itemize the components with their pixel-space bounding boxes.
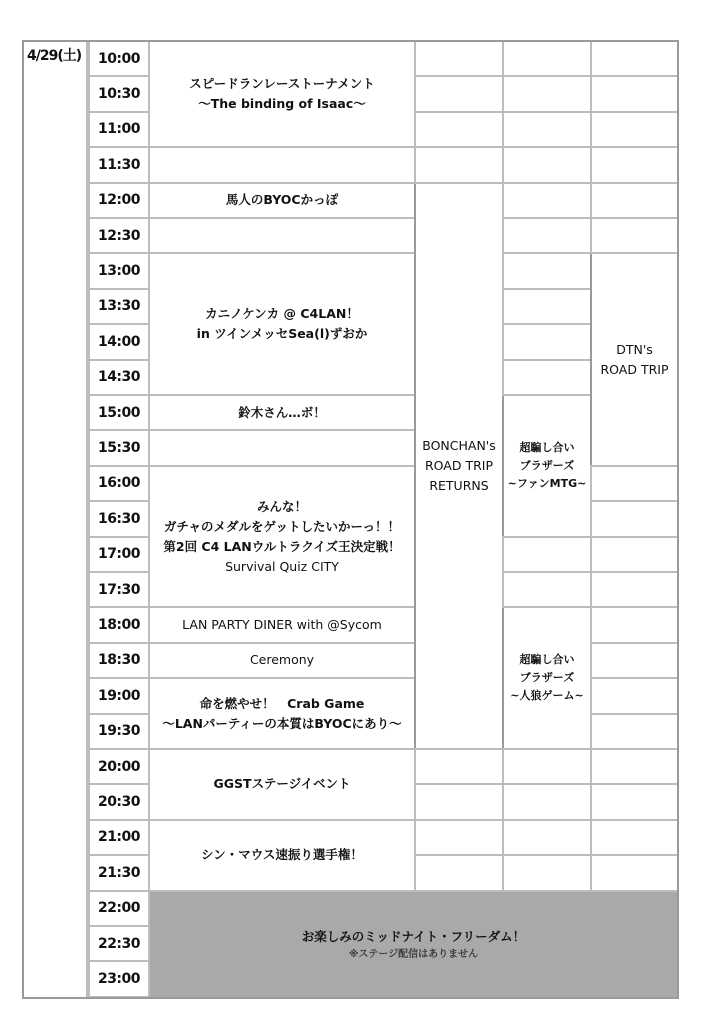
midnight-block bbox=[148, 890, 679, 999]
event-title-line: 超騙し合い bbox=[519, 440, 575, 454]
empty-slot bbox=[590, 75, 679, 112]
event-title-line: GGSTステージイベント bbox=[213, 776, 351, 792]
event-block bbox=[148, 252, 416, 396]
empty-slot bbox=[502, 75, 592, 112]
empty-slot bbox=[502, 182, 592, 219]
event-title-line: in ツインメッセSea(l)ずおか bbox=[196, 326, 368, 342]
event-title-line: ブラザーズ bbox=[519, 458, 575, 472]
time-label: 21:30 bbox=[97, 864, 141, 881]
time-label: 15:30 bbox=[97, 439, 141, 456]
event-title-line: 超騙し合い bbox=[519, 652, 575, 666]
event-title-line: ROAD TRIP bbox=[425, 457, 493, 473]
time-label: 20:30 bbox=[97, 793, 141, 810]
time-slot bbox=[88, 323, 150, 360]
time-label: 13:30 bbox=[97, 298, 141, 315]
time-label: 19:00 bbox=[97, 687, 141, 704]
time-slot bbox=[88, 890, 150, 927]
time-slot bbox=[88, 748, 150, 785]
event-block bbox=[148, 40, 416, 148]
event-title-line: ～LANパーティーの本質はBYOCにあり～ bbox=[162, 715, 402, 731]
time-label: 22:30 bbox=[97, 935, 141, 952]
event-title-line: ブラザーズ bbox=[519, 671, 575, 685]
event-block bbox=[148, 606, 416, 643]
event-title-line: スピードランレーストーナメント bbox=[189, 76, 375, 92]
empty-slot bbox=[590, 40, 679, 77]
time-slot bbox=[88, 111, 150, 148]
time-label: 14:30 bbox=[97, 369, 141, 386]
time-slot bbox=[88, 642, 150, 679]
empty-slot bbox=[590, 713, 679, 750]
time-slot bbox=[88, 182, 150, 219]
empty-slot bbox=[502, 40, 592, 77]
empty-slot bbox=[502, 288, 592, 325]
empty-slot bbox=[590, 500, 679, 537]
event-title-line: LAN PARTY DINER with @Sycom bbox=[182, 617, 382, 633]
time-label: 17:00 bbox=[97, 546, 141, 563]
event-block bbox=[148, 819, 416, 892]
event-title-line: RETURNS bbox=[429, 477, 489, 493]
time-slot bbox=[88, 925, 150, 962]
event-title-line: ~ファンMTG~ bbox=[507, 476, 587, 490]
time-slot bbox=[88, 429, 150, 466]
event-block bbox=[148, 182, 416, 219]
time-label: 21:00 bbox=[97, 829, 141, 846]
time-label: 10:30 bbox=[97, 85, 141, 102]
event-block bbox=[590, 252, 679, 466]
empty-slot bbox=[414, 819, 504, 856]
empty-slot bbox=[590, 819, 679, 856]
empty-slot bbox=[502, 748, 592, 785]
event-title-line: 第2回 C4 LANウルトラクイズ王決定戦！ bbox=[163, 538, 401, 554]
event-block bbox=[502, 394, 592, 538]
time-slot bbox=[88, 819, 150, 856]
empty-slot bbox=[590, 111, 679, 148]
time-label: 23:00 bbox=[97, 970, 141, 987]
empty-slot bbox=[590, 182, 679, 219]
midnight-note: ※ステージ配信はありません bbox=[348, 948, 479, 960]
day-label bbox=[22, 40, 88, 999]
empty-slot bbox=[414, 111, 504, 148]
empty-slot bbox=[414, 40, 504, 77]
event-title-line: ~人狼ゲーム~ bbox=[510, 689, 584, 703]
empty-slot bbox=[502, 146, 592, 183]
empty-slot bbox=[502, 359, 592, 396]
time-slot bbox=[88, 252, 150, 289]
event-title-line: BONCHAN's bbox=[422, 437, 496, 453]
empty-slot bbox=[590, 217, 679, 254]
time-slot bbox=[88, 606, 150, 643]
empty-slot bbox=[502, 217, 592, 254]
empty-slot bbox=[502, 536, 592, 573]
empty-slot bbox=[590, 783, 679, 820]
time-label: 13:00 bbox=[97, 262, 141, 279]
time-slot bbox=[88, 960, 150, 997]
empty-slot bbox=[502, 252, 592, 289]
time-label: 18:00 bbox=[97, 616, 141, 633]
time-slot bbox=[88, 40, 150, 77]
time-slot bbox=[88, 146, 150, 183]
event-title-line: Ceremony bbox=[249, 652, 315, 668]
empty-slot bbox=[590, 536, 679, 573]
event-title-line: ～The binding of Isaac～ bbox=[198, 96, 366, 112]
event-block bbox=[414, 182, 504, 750]
empty-slot bbox=[502, 854, 592, 891]
midnight-title: お楽しみのミッドナイト・フリーダム！ bbox=[301, 928, 526, 944]
time-slot bbox=[88, 677, 150, 714]
time-slot bbox=[88, 500, 150, 537]
time-label: 16:00 bbox=[97, 475, 141, 492]
event-block bbox=[502, 606, 592, 750]
time-slot bbox=[88, 465, 150, 502]
event-title-line: 馬人のBYOCかっぽ bbox=[225, 192, 339, 208]
time-label: 12:30 bbox=[97, 227, 141, 244]
day-label-text: 4/29(土) bbox=[27, 48, 82, 64]
time-label: 11:30 bbox=[97, 156, 141, 173]
event-title-line: 命を燃やせ！ Crab Game bbox=[199, 695, 365, 711]
empty-slot bbox=[414, 75, 504, 112]
event-block bbox=[148, 748, 416, 821]
time-slot bbox=[88, 713, 150, 750]
event-block bbox=[148, 465, 416, 609]
empty-slot bbox=[590, 571, 679, 608]
time-slot bbox=[88, 571, 150, 608]
time-label: 16:30 bbox=[97, 510, 141, 527]
time-label: 18:30 bbox=[97, 652, 141, 669]
event-title-line: シン・マウス速振り選手権！ bbox=[201, 847, 363, 863]
event-title-line: カニノケンカ @ C4LAN！ bbox=[205, 306, 359, 322]
empty-slot bbox=[502, 571, 592, 608]
time-slot bbox=[88, 75, 150, 112]
empty-slot bbox=[148, 429, 416, 466]
time-label: 19:30 bbox=[97, 723, 141, 740]
empty-slot bbox=[590, 854, 679, 891]
event-title-line: Survival Quiz CITY bbox=[225, 558, 339, 574]
event-title-line: みんな！ bbox=[256, 498, 307, 514]
time-slot bbox=[88, 783, 150, 820]
empty-slot bbox=[590, 748, 679, 785]
time-label: 22:00 bbox=[97, 900, 141, 917]
event-block bbox=[148, 394, 416, 431]
time-slot bbox=[88, 359, 150, 396]
event-title-line: 鈴木さん…ボ！ bbox=[238, 404, 326, 420]
event-block bbox=[148, 677, 416, 750]
time-label: 14:00 bbox=[97, 333, 141, 350]
empty-slot bbox=[148, 146, 416, 183]
empty-slot bbox=[414, 748, 504, 785]
event-block bbox=[148, 642, 416, 679]
time-slot bbox=[88, 217, 150, 254]
empty-slot bbox=[414, 783, 504, 820]
time-label: 20:00 bbox=[97, 758, 141, 775]
time-slot bbox=[88, 536, 150, 573]
time-label: 12:00 bbox=[97, 192, 141, 209]
empty-slot bbox=[502, 323, 592, 360]
empty-slot bbox=[414, 146, 504, 183]
empty-slot bbox=[502, 819, 592, 856]
time-slot bbox=[88, 854, 150, 891]
empty-slot bbox=[502, 111, 592, 148]
event-title-line: ROAD TRIP bbox=[600, 361, 669, 377]
event-title-line: ガチャのメダルをゲットしたいかーっ！！ bbox=[163, 518, 401, 534]
empty-slot bbox=[590, 642, 679, 679]
empty-slot bbox=[590, 606, 679, 643]
empty-slot bbox=[148, 217, 416, 254]
time-slot bbox=[88, 394, 150, 431]
empty-slot bbox=[590, 146, 679, 183]
empty-slot bbox=[590, 465, 679, 502]
event-title-line: DTN's bbox=[616, 341, 653, 357]
empty-slot bbox=[590, 677, 679, 714]
empty-slot bbox=[414, 854, 504, 891]
time-label: 17:30 bbox=[97, 581, 141, 598]
empty-slot bbox=[502, 783, 592, 820]
time-slot bbox=[88, 288, 150, 325]
time-label: 15:00 bbox=[97, 404, 141, 421]
time-label: 11:00 bbox=[97, 121, 141, 138]
time-label: 10:00 bbox=[97, 50, 141, 67]
